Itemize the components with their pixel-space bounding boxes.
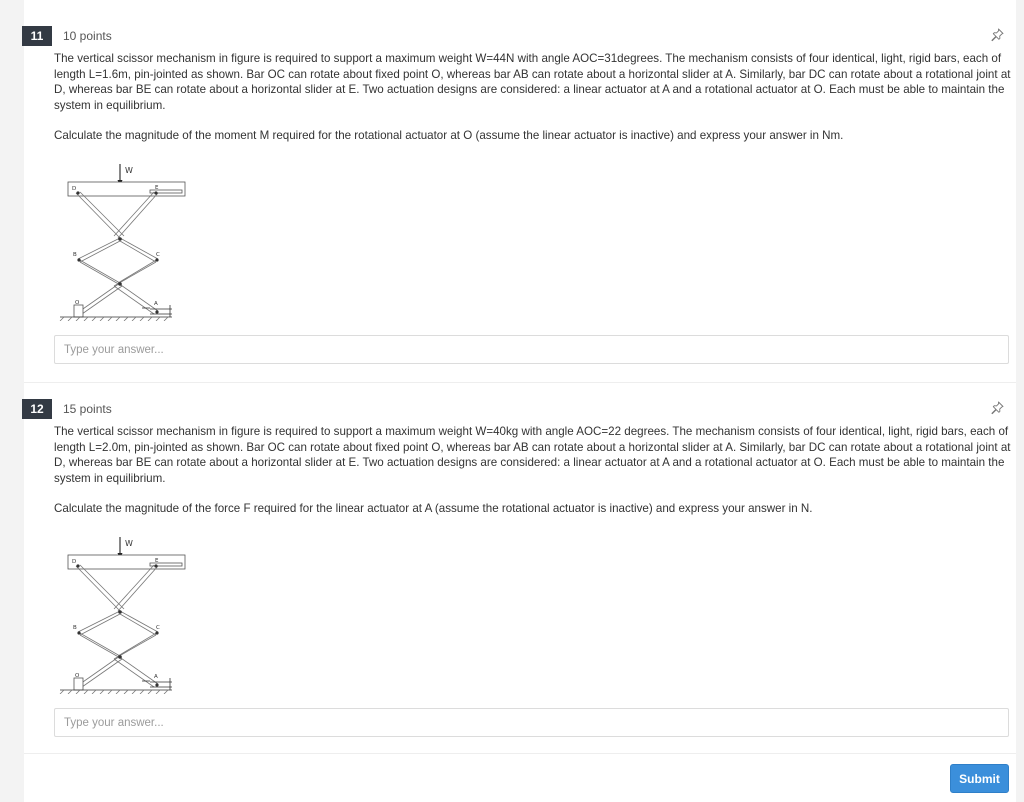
label-e: E [155,185,159,191]
label-e: E [155,558,159,564]
question-points: 10 points [63,29,112,43]
question-number: 12 [22,399,52,419]
question-text [54,424,1012,517]
label-w: W [125,166,133,175]
label-o: O [75,300,80,306]
question-paragraph: The vertical scissor mechanism in figure is required to support a maximum weight W=40kg with angle AOC=22 degrees. The mechanism consists of four identical, light, rigid bars, each of length L=2.0m, pin-jointed as shown. Bar OC can rotate about fixed point O, whereas bar AB can rotate about a horizontal slider at A. Similarly, bar DC can rotate about a rotational joint at D, whereas bar BE can rotate about a horizontal slider at E. Two actuation designs are considered: a linear actuator at A and a rotational actuator at O. Each must be able to maintain the system in equilibrium. [54,425,1011,485]
label-o: O [75,673,80,679]
label-b: B [73,625,77,631]
pin-icon[interactable] [990,401,1004,415]
answer-input[interactable] [54,335,1009,364]
question-points: 15 points [63,402,112,416]
label-b: B [73,252,77,258]
answer-input[interactable] [54,708,1009,737]
submit-button[interactable]: Submit [950,764,1009,793]
question-paragraph: The vertical scissor mechanism in figure is required to support a maximum weight W=44N with angle AOC=31degrees. The mechanism consists of four identical, light, rigid bars, each of length L=1.6m, pin-jointed as shown. Bar OC can rotate about fixed point O, whereas bar AB can rotate about a horizontal slider at A. Similarly, bar DC can rotate about a rotational joint at D, whereas bar BE can rotate about a horizontal slider at E. Two actuation designs are considered: a linear actuator at A and a rotational actuator at O. Each must be able to maintain the system in equilibrium. [54,52,1011,112]
pin-icon[interactable] [990,28,1004,42]
scissor-mechanism-figure [54,159,194,321]
label-c: C [156,625,160,631]
question-prompt: Calculate the magnitude of the force F required for the linear actuator at A (assume the rotational actuator is inactive) and express your answer in N. [54,502,813,515]
footer-divider [24,753,1016,754]
question-text [54,51,1012,144]
question-number: 11 [22,26,52,46]
figure-drawing [60,164,185,321]
label-a: A [154,674,158,680]
question-divider [24,382,1016,383]
label-d: D [72,559,77,565]
label-w: W [125,539,133,548]
scissor-mechanism-figure [54,532,194,694]
label-c: C [156,252,160,258]
label-a: A [154,301,158,307]
quiz-sheet [24,0,1016,802]
label-d: D [72,186,77,192]
question-prompt: Calculate the magnitude of the moment M required for the rotational actuator at O (assume the linear actuator is inactive) and express your answer in Nm. [54,129,844,142]
